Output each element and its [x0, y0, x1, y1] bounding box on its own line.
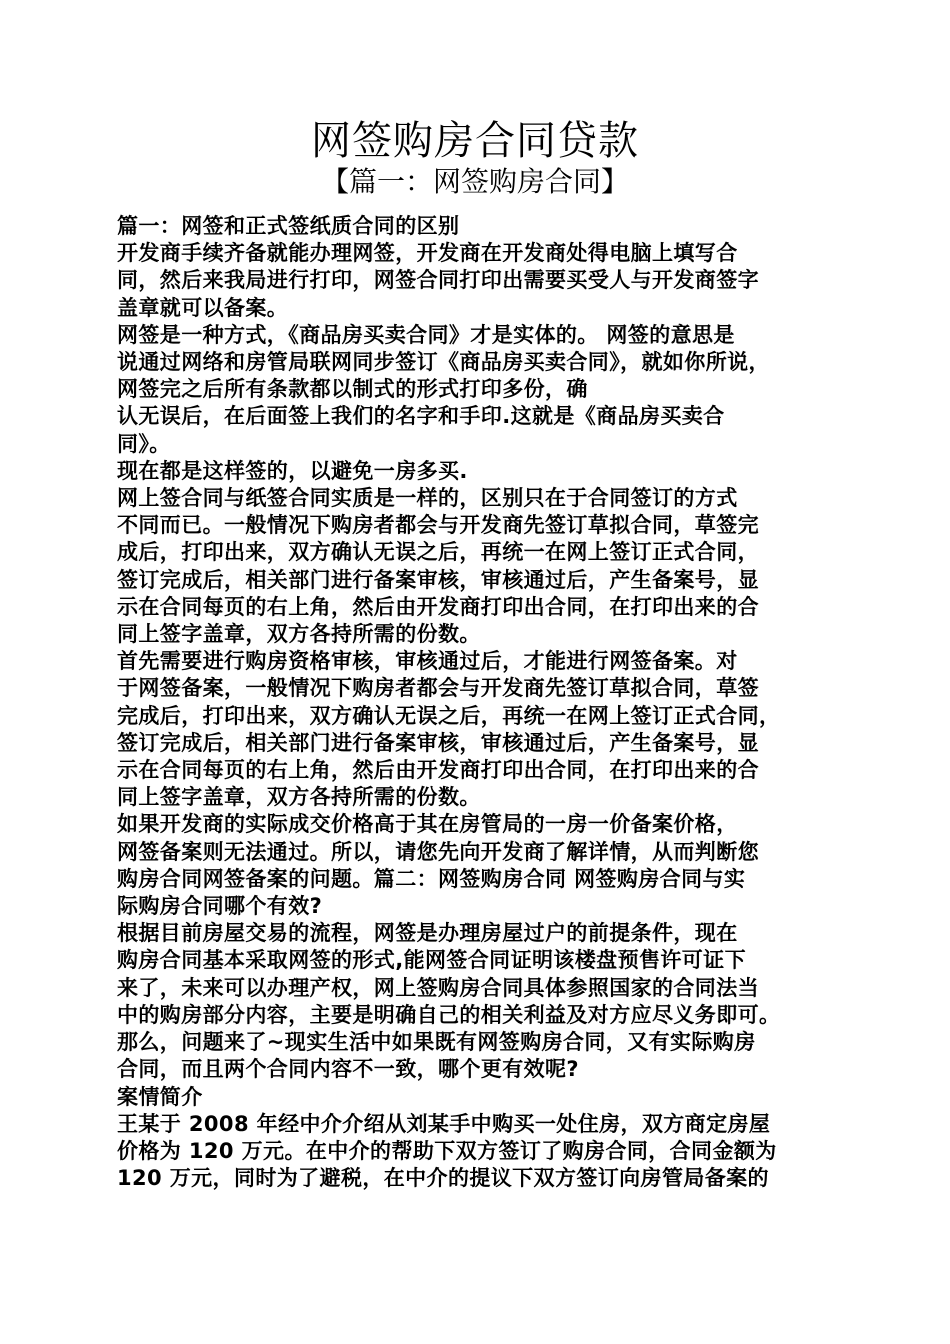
body-line: 来了，未来可以办理产权，网上签购房合同具体参照国家的合同法当 — [117, 975, 759, 1000]
body-line: 价格为 120 万元。在中介的帮助下双方签订了购房合同，合同金额为 — [117, 1138, 777, 1163]
body-line: 同上签字盖章，双方各持所需的份数。 — [117, 785, 481, 810]
document-title: 网签购房合同贷款 — [311, 118, 639, 164]
body-line: 中的购房部分内容，主要是明确自己的相关利益及对方应尽义务即可。 — [117, 1002, 781, 1027]
body-line: 现在都是这样签的，以避免一房多买. — [117, 458, 468, 483]
body-line: 际购房合同哪个有效? — [117, 894, 323, 919]
body-line: 示在合同每页的右上角，然后由开发商打印出合同，在打印出来的合 — [117, 758, 759, 783]
body-line: 王某于 2008 年经中介介绍从刘某手中购买一处住房，双方商定房屋 — [117, 1111, 771, 1136]
body-line: 购房合同网签备案的问题。篇二：网签购房合同 网签购房合同与实 — [117, 866, 746, 891]
document-body — [117, 213, 857, 1192]
body-line: 网签完之后所有条款都以制式的形式打印多份，确 — [117, 377, 588, 402]
document-subtitle: 【篇一：网签购房合同】 — [320, 165, 629, 198]
body-line: 网签是一种方式，《商品房买卖合同》才是实体的。 网签的意思是 — [117, 322, 735, 347]
body-line: 同上签字盖章，双方各持所需的份数。 — [117, 622, 481, 647]
body-line: 同，然后来我局进行打印，网签合同打印出需要买受人与开发商签字 — [117, 268, 759, 293]
body-line: 购房合同基本采取网签的形式,能网签合同证明该楼盘预售许可证下 — [117, 948, 746, 973]
body-line: 网签备案则无法通过。所以，请您先向开发商了解详情，从而判断您 — [117, 839, 759, 864]
body-line: 完成后，打印出来，双方确认无误之后，再统一在网上签订正式合同， — [117, 703, 781, 728]
body-line: 首先需要进行购房资格审核，审核通过后，才能进行网签备案。对 — [117, 649, 738, 674]
body-line: 合同，而且两个合同内容不一致，哪个更有效呢? — [117, 1057, 579, 1082]
body-line: 网上签合同与纸签合同实质是一样的，区别只在于合同签订的方式 — [117, 486, 738, 511]
body-line: 签订完成后，相关部门进行备案审核，审核通过后，产生备案号，显 — [117, 567, 759, 592]
body-line: 盖章就可以备案。 — [117, 295, 289, 320]
body-line: 认无误后，在后面签上我们的名字和手印.这就是《商品房买卖合 — [117, 404, 725, 429]
body-line: 开发商手续齐备就能办理网签，开发商在开发商处得电脑上填写合 — [117, 241, 738, 266]
body-line: 说通过网络和房管局联网同步签订《商品房买卖合同》，就如你所说， — [117, 350, 770, 375]
body-line: 篇一：网签和正式签纸质合同的区别 — [117, 214, 460, 238]
body-line: 120 万元，同时为了避税，在中介的提议下双方签订向房管局备案的 — [117, 1166, 769, 1191]
body-line: 案情简介 — [117, 1084, 203, 1109]
body-line: 于网签备案，一般情况下购房者都会与开发商先签订草拟合同，草签 — [117, 676, 759, 701]
body-line: 成后，打印出来，双方确认无误之后，再统一在网上签订正式合同， — [117, 540, 759, 565]
body-line: 同》。 — [117, 431, 171, 456]
body-line: 根据目前房屋交易的流程，网签是办理房屋过户的前提条件，现在 — [117, 921, 738, 946]
body-line: 不同而已。一般情况下购房者都会与开发商先签订草拟合同，草签完 — [117, 513, 759, 538]
body-line: 签订完成后，相关部门进行备案审核，审核通过后，产生备案号，显 — [117, 730, 759, 755]
body-line: 如果开发商的实际成交价格高于其在房管局的一房一价备案价格， — [117, 812, 738, 837]
body-line: 那么，问题来了~现实生活中如果既有网签购房合同，又有实际购房 — [117, 1030, 756, 1055]
body-line: 示在合同每页的右上角，然后由开发商打印出合同，在打印出来的合 — [117, 594, 759, 619]
